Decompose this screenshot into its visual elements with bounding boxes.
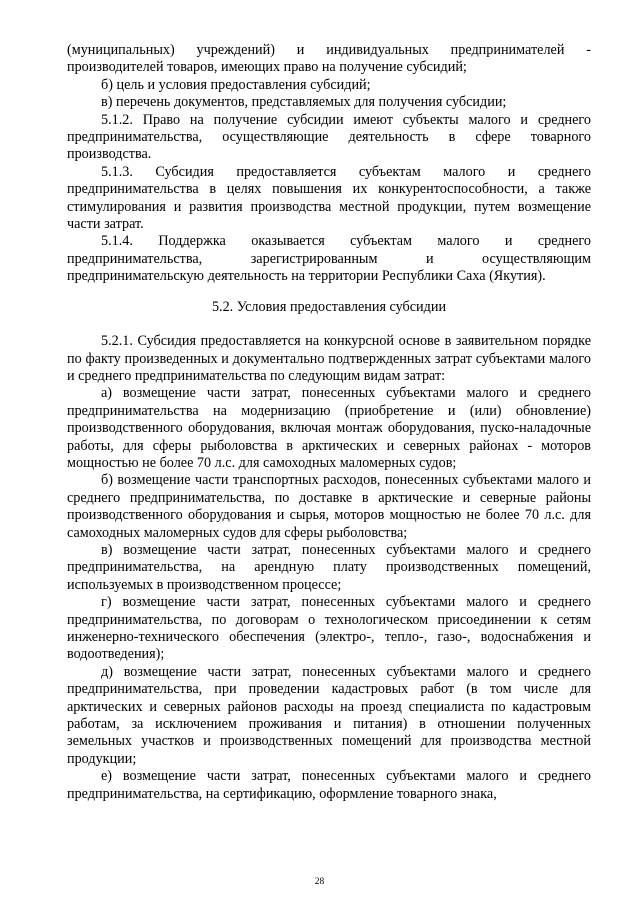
clause-5-1-4: 5.1.4. Поддержка оказывается субъектам малого и среднего предпринимательства, зарегистрированным и осуществляющим предпринимательскую деятельность на территории Республики Саха (Якутия). <box>67 233 591 285</box>
list-item-g-connection: г) возмещение части затрат, понесенных субъектами малого и среднего предпринимательства, по договорам о технологическом присоединении к сетям инженерно-технического обеспечения (электро-, тепло-, газо-, водоснабжения и водоотведения); <box>67 594 591 663</box>
page-number: 28 <box>314 877 325 887</box>
list-item-v: в) перечень документов, представляемых для получения субсидии; <box>101 94 507 111</box>
clause-5-2-1: 5.2.1. Субсидия предоставляется на конкурсной основе в заявительном порядке по факту произведенных и документально подтвержденных затрат субъектами малого и среднего предпринимательства по следующим видам затрат: <box>67 333 591 384</box>
clause-5-1-3: 5.1.3. Субсидия предоставляется субъектам малого и среднего предпринимательства в целях повышения их конкурентоспособности, а также стимулирования и развития производства местной продукции, путем возмещение части затрат. <box>67 163 591 233</box>
section-heading: 5.2. Условия предоставления субсидии <box>211 298 447 315</box>
paragraph-continuation: (муниципальных) учреждений) и индивидуальных предпринимателей - производителей товаров, имеющих право на получение субсидий; <box>67 42 591 76</box>
list-item-d-cadastral: д) возмещение части затрат, понесенных субъектами малого и среднего предпринимательства, при проведении кадастровых работ (в том числе для арктических и северных районов расходы на проезд специалиста по кадастровым работам, за исключением проживания и питания) в отношении полученных земельных участков и производственных помещений для производства местной продукции; <box>67 663 591 767</box>
document-body <box>67 42 591 803</box>
list-item-e-certification: е) возмещение части затрат, понесенных субъектами малого и среднего предпринимательства, на сертификацию, оформление товарного знака, <box>67 768 591 802</box>
list-item-v-rent: в) возмещение части затрат, понесенных субъектами малого и среднего предпринимательства, на арендную плату производственных помещений, используемых в производственном процессе; <box>67 541 591 593</box>
list-item-b-transport: б) возмещение части транспортных расходов, понесенных субъектами малого и среднего предпринимательства, по доставке в арктические и северные районы производственного оборудования и сырья, моторов мощностью не более 70 л.с. для самоходных маломерных судов для сферы рыболовства; <box>67 472 591 541</box>
list-item-a: а) возмещение части затрат, понесенных субъектами малого и среднего предпринимательства на модернизацию (приобретение и (или) обновление) производственного оборудования, включая монтаж оборудования, пуско-наладочные работы, для сферы рыболовства в арктических и северных районах - моторов мощностью не более 70 л.с. для самоходных маломерных судов; <box>67 385 591 471</box>
list-item-b: б) цель и условия предоставления субсидий; <box>101 76 371 93</box>
clause-5-1-2: 5.1.2. Право на получение субсидии имеют субъекты малого и среднего предпринимательства, осуществляющие деятельность в сфере товарного производства. <box>67 111 591 163</box>
